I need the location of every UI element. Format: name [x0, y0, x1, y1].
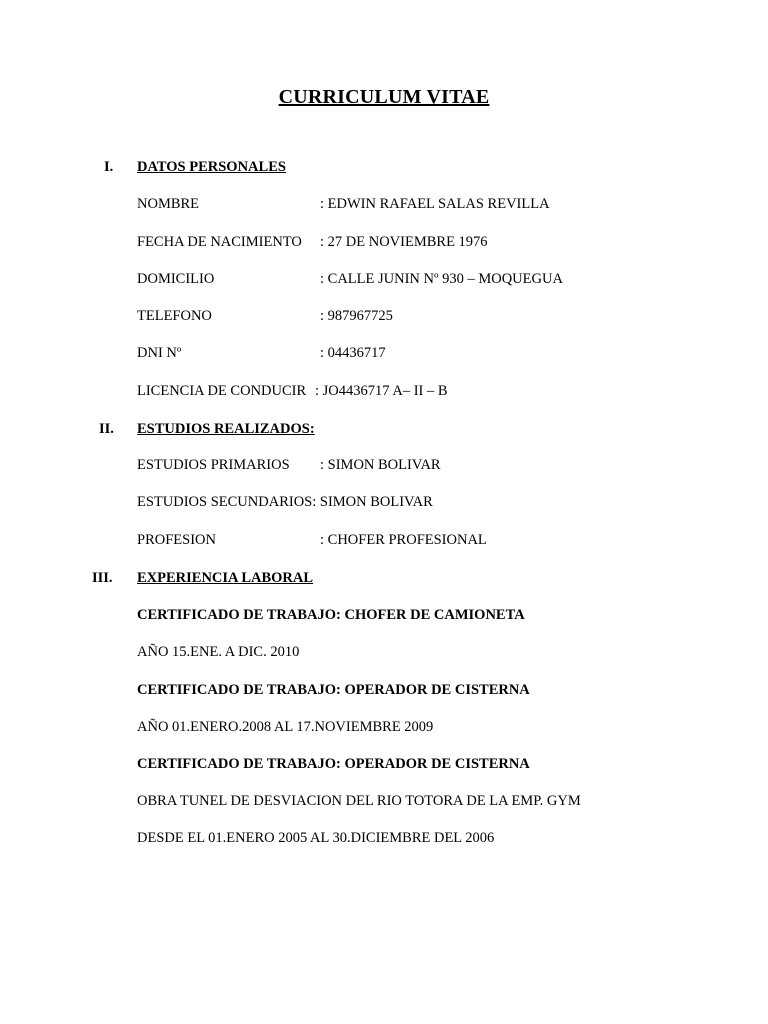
experience-line: CERTIFICADO DE TRABAJO: CHOFER DE CAMIONETA — [137, 607, 525, 623]
section-numeral-ii: II. — [99, 421, 114, 437]
field-label-domicilio: DOMICILIO — [137, 271, 215, 287]
field-value-nombre: : EDWIN RAFAEL SALAS REVILLA — [320, 196, 550, 212]
field-value-profesion: : CHOFER PROFESIONAL — [320, 532, 487, 548]
field-label-licencia: LICENCIA DE CONDUCIR — [137, 383, 307, 399]
section-numeral-i: I. — [104, 159, 114, 175]
field-value-dni: : 04436717 — [320, 345, 386, 361]
section-numeral-iii: III. — [92, 570, 113, 586]
field-value-telefono: : 987967725 — [320, 308, 393, 324]
field-label-nombre: NOMBRE — [137, 196, 200, 212]
section-heading-studies: ESTUDIOS REALIZADOS: — [137, 421, 315, 437]
field-value-licencia: : JO4436717 A– II – B — [315, 383, 448, 399]
field-value-estudios-primarios: : SIMON BOLIVAR — [320, 457, 441, 473]
experience-line: OBRA TUNEL DE DESVIACION DEL RIO TOTORA DE LA EMP. GYM — [137, 793, 581, 809]
section-heading-personal: DATOS PERSONALES — [137, 159, 286, 175]
experience-line: AÑO 15.ENE. A DIC. 2010 — [137, 644, 300, 660]
document-title: CURRICULUM VITAE — [278, 86, 490, 108]
experience-line: DESDE EL 01.ENERO 2005 AL 30.DICIEMBRE DEL 2006 — [137, 830, 495, 846]
field-value-domicilio: : CALLE JUNIN Nº 930 – MOQUEGUA — [320, 271, 563, 287]
experience-line: AÑO 01.ENERO.2008 AL 17.NOVIEMBRE 2009 — [137, 719, 434, 735]
field-label-profesion: PROFESION — [137, 532, 216, 548]
field-estudios-secundarios: ESTUDIOS SECUNDARIOS: SIMON BOLIVAR — [137, 494, 433, 510]
section-heading-experience: EXPERIENCIA LABORAL — [137, 570, 314, 586]
experience-line: CERTIFICADO DE TRABAJO: OPERADOR DE CISTERNA — [137, 682, 530, 698]
field-label-fecha-nacimiento: FECHA DE NACIMIENTO — [137, 234, 302, 250]
field-value-fecha-nacimiento: : 27 DE NOVIEMBRE 1976 — [320, 234, 488, 250]
field-label-dni: DNI Nº — [137, 345, 182, 361]
experience-line: CERTIFICADO DE TRABAJO: OPERADOR DE CISTERNA — [137, 756, 530, 772]
field-label-telefono: TELEFONO — [137, 308, 212, 324]
field-label-estudios-primarios: ESTUDIOS PRIMARIOS — [137, 457, 290, 473]
